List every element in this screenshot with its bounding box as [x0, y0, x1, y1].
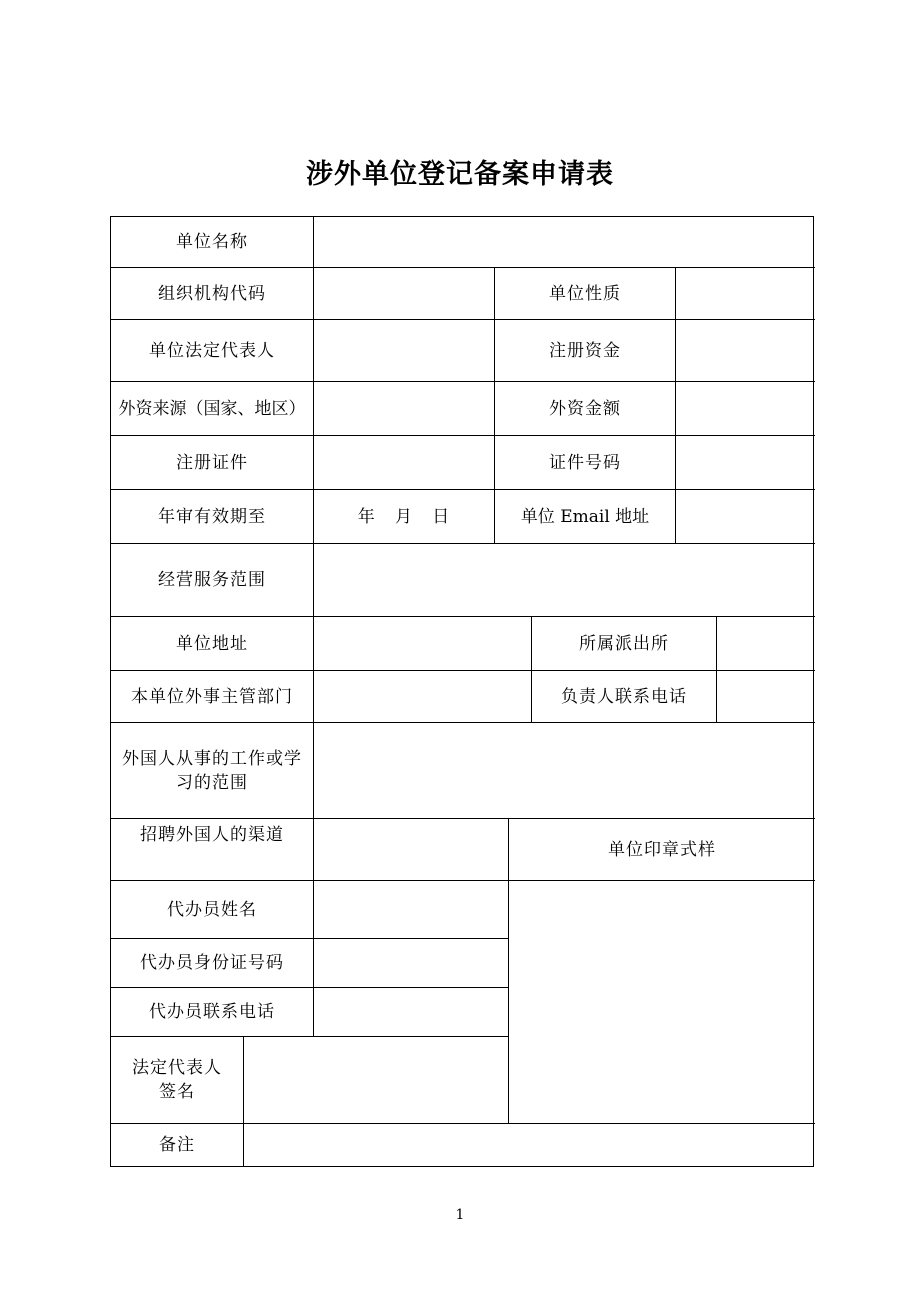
legal-rep-sign-field[interactable]	[244, 1037, 508, 1123]
label-agent-phone: 代办员联系电话	[149, 1002, 275, 1022]
reg-cert-field[interactable]	[314, 436, 494, 489]
remarks-field[interactable]	[244, 1124, 815, 1166]
unit-nature-field[interactable]	[676, 268, 815, 319]
annual-valid-date-field[interactable]: 年 月 日	[357, 506, 451, 527]
label-hire-channel: 招聘外国人的渠道	[140, 825, 284, 845]
business-scope-field[interactable]	[314, 544, 815, 616]
label-annual-valid: 年审有效期至	[158, 506, 266, 527]
foreign-source-field[interactable]	[314, 382, 494, 435]
label-agent-id: 代办员身份证号码	[140, 953, 284, 973]
label-unit-address: 单位地址	[176, 633, 248, 654]
label-foreign-affairs-dept: 本单位外事主管部门	[131, 686, 293, 707]
label-foreign-amount: 外资金额	[549, 398, 621, 419]
label-unit-name: 单位名称	[176, 232, 248, 252]
foreign-affairs-dept-field[interactable]	[314, 671, 531, 722]
label-legal-rep-sign: 法定代表人签名	[132, 1058, 222, 1102]
reg-capital-field[interactable]	[676, 320, 815, 381]
label-email: 单位 Email 地址	[520, 506, 650, 527]
seal-sample-area[interactable]	[509, 881, 815, 1123]
legal-rep-field[interactable]	[314, 320, 494, 381]
unit-address-field[interactable]	[314, 617, 531, 670]
label-foreigner-scope: 外国人从事的工作或学习的范围	[122, 748, 302, 793]
unit-name-field[interactable]	[314, 217, 815, 267]
form-title: 涉外单位登记备案申请表	[306, 159, 614, 190]
hire-channel-field[interactable]	[314, 819, 508, 880]
label-seal-sample: 单位印章式样	[608, 839, 716, 860]
cert-number-field[interactable]	[676, 436, 815, 489]
email-field[interactable]	[676, 490, 815, 543]
label-unit-nature: 单位性质	[549, 283, 621, 304]
agent-phone-field[interactable]	[314, 988, 508, 1036]
foreign-amount-field[interactable]	[676, 382, 815, 435]
label-responsible-phone: 负责人联系电话	[561, 686, 687, 707]
label-business-scope: 经营服务范围	[158, 570, 266, 590]
label-org-code: 组织机构代码	[158, 283, 266, 304]
label-reg-cert: 注册证件	[176, 452, 248, 473]
label-foreign-source: 外资来源（国家、地区）	[118, 398, 306, 419]
label-agent-name: 代办员姓名	[167, 899, 257, 920]
label-cert-number: 证件号码	[549, 452, 621, 473]
registration-form-table	[110, 216, 814, 1167]
responsible-phone-field[interactable]	[717, 671, 815, 722]
org-code-field[interactable]	[314, 268, 494, 319]
label-remarks: 备注	[159, 1135, 195, 1155]
page-number: 1	[455, 1207, 465, 1223]
agent-name-field[interactable]	[314, 881, 508, 938]
agent-id-field[interactable]	[314, 939, 508, 987]
label-police-station: 所属派出所	[579, 633, 669, 654]
police-station-field[interactable]	[717, 617, 815, 670]
foreigner-scope-field[interactable]	[314, 723, 815, 818]
label-reg-capital: 注册资金	[549, 340, 621, 361]
label-legal-rep: 单位法定代表人	[149, 340, 275, 361]
